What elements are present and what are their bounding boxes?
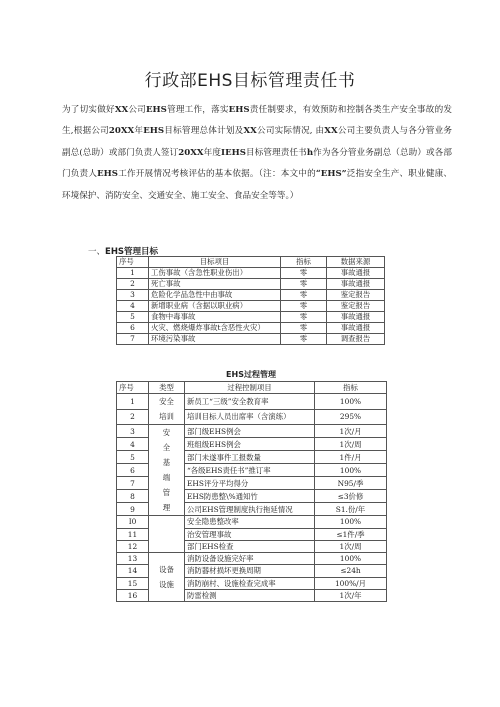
table-row: [117, 334, 385, 345]
process-target: 100%: [315, 553, 387, 565]
goal-item: 工伤事故（含急性职业伤出）: [149, 268, 281, 279]
process-item: 部门EHS检查: [185, 540, 315, 552]
table-row: [117, 553, 387, 565]
data-source: 事故通报: [327, 279, 385, 290]
table-row: [117, 279, 385, 290]
intro-run: 管理工作，落实: [166, 105, 229, 115]
row-number: 1: [117, 268, 149, 279]
data-source: 鉴定报告: [327, 290, 385, 301]
process-type-line: 管: [162, 488, 171, 498]
table-row: [117, 290, 385, 301]
goal-target: 零: [281, 312, 327, 323]
intro-paragraph: [62, 100, 452, 207]
goal-target: 零: [281, 290, 327, 301]
process-item: 安全隐患整改率: [185, 516, 315, 528]
ehs-process-table: [116, 381, 387, 602]
intro-run: XX: [243, 126, 257, 137]
process-type-line: 全: [162, 443, 171, 453]
process-type: [149, 425, 185, 516]
data-source: 事故通报: [327, 268, 385, 279]
intro-run: EHS: [228, 105, 250, 115]
table-row: [117, 268, 385, 279]
table-row: [117, 425, 387, 438]
intro-run: IEHS: [221, 147, 246, 158]
intro-run: 工作开展情况考核评估的基本依据。（注：本文中的: [118, 169, 316, 180]
column-header: 序号: [117, 257, 149, 268]
intro-run: EHS: [97, 169, 119, 180]
column-header: 类型: [149, 382, 185, 394]
row-number: I0: [117, 516, 149, 528]
table-row: [117, 312, 385, 323]
row-number: 1: [117, 394, 149, 410]
goal-target: 零: [281, 334, 327, 345]
process-item: 消防器材损坏更换周期: [185, 565, 315, 577]
process-target: 100%: [315, 464, 387, 477]
goal-item: 环境污染事故: [149, 334, 281, 345]
goal-item: 死亡事故: [149, 279, 281, 290]
goal-item: 新增职业病（含据以职业病）: [149, 301, 281, 312]
row-number: 2: [117, 279, 149, 290]
row-number: 8: [117, 490, 149, 503]
process-type-line: 端: [162, 473, 171, 483]
row-number: 12: [117, 540, 149, 552]
goal-target: 零: [281, 301, 327, 312]
process-target: 1件/月: [315, 451, 387, 464]
intro-run: 目标管理责任书: [245, 147, 307, 158]
row-number: 6: [117, 464, 149, 477]
process-item: 防雷检测: [185, 590, 315, 602]
row-number: 5: [117, 451, 149, 464]
process-item: 消防崩村、设施检查完成率: [185, 577, 315, 589]
process-type-line: 安全: [159, 397, 174, 407]
process-target: ≤3价修: [315, 490, 387, 503]
intro-run: XX: [324, 126, 338, 137]
table-row: [117, 323, 385, 334]
process-type-line: 基: [162, 458, 171, 468]
ehs-goals-table: [116, 256, 385, 345]
row-number: 14: [117, 565, 149, 577]
process-item: 消防设备设施完好率: [185, 553, 315, 565]
row-number: 7: [117, 477, 149, 490]
process-item: 部门未遂事件工报数量: [185, 451, 315, 464]
column-header: 目标项目: [149, 257, 281, 268]
section-title: EHS管理目标: [105, 247, 159, 257]
process-type-line: 设施: [159, 580, 174, 590]
goal-item: 火灾、燃烧爆炸事故t含恶性火灾）: [149, 323, 281, 334]
table-row: [117, 394, 387, 410]
table-header-row: [117, 382, 387, 394]
row-number: 5: [117, 312, 149, 323]
process-item: EHS评分平均得分: [185, 477, 315, 490]
row-number: 6: [117, 323, 149, 334]
row-number: 11: [117, 528, 149, 540]
intro-run: EHS: [143, 126, 165, 137]
process-item: 部门级EHS例会: [185, 425, 315, 438]
column-header: 过程控制项目: [185, 382, 315, 394]
table-row: [117, 516, 387, 528]
column-header: 指标: [281, 257, 327, 268]
row-number: 16: [117, 590, 149, 602]
intro-run: 年度: [203, 147, 222, 158]
process-target: ≤24h: [315, 565, 387, 577]
column-header: 数据来源: [327, 257, 385, 268]
process-target: 1次/周: [315, 540, 387, 552]
goal-target: 零: [281, 323, 327, 334]
intro-run: 年: [134, 126, 144, 137]
document-title: 行政部EHS目标管理责任书: [144, 71, 356, 91]
data-source: 事故通报: [327, 312, 385, 323]
table-header-row: [117, 257, 385, 268]
column-header: 指标: [315, 382, 387, 394]
intro-run: 20XX: [108, 126, 135, 137]
row-number: 2: [117, 409, 149, 425]
intro-run: 公司实际情况, 由: [256, 126, 325, 137]
process-type: [149, 394, 185, 425]
process-target: 100%/月: [315, 577, 387, 589]
data-source: 事故通报: [327, 323, 385, 334]
intro-run: 为了切实做好: [62, 105, 115, 115]
process-type-line: 安: [162, 428, 171, 438]
process-target: 100%: [315, 394, 387, 410]
process-type: [149, 553, 185, 602]
process-target: 100%: [315, 516, 387, 528]
intro-run: 公司: [128, 105, 146, 115]
intro-run: 目标管理总体计划及: [164, 126, 244, 137]
intro-run: 责任制要求，有效预防和控制各类生产安全事故的发生,根据公司: [62, 105, 452, 137]
intro-run: “EHS”: [315, 169, 347, 180]
intro-run: h: [306, 147, 314, 158]
goal-target: 零: [281, 268, 327, 279]
row-number: 3: [117, 425, 149, 438]
intro-run: 作为各分管业务副总（总助）或各部门负责人: [62, 147, 452, 180]
process-item: EHS防患整\%通知竹: [185, 490, 315, 503]
table-row: [117, 301, 385, 312]
row-number: 9: [117, 503, 149, 516]
process-type-line: 培训: [159, 412, 174, 422]
process-item: 班组级EHS例会: [185, 438, 315, 451]
process-target: ≤1件/季: [315, 528, 387, 540]
data-source: 调查报告: [327, 334, 385, 345]
intro-run: XX: [114, 105, 129, 115]
row-number: 15: [117, 577, 149, 589]
intro-run: EHS: [145, 105, 167, 115]
row-number: 7: [117, 334, 149, 345]
row-number: 3: [117, 290, 149, 301]
row-number: 13: [117, 553, 149, 565]
process-target: S1.份/年: [315, 503, 387, 516]
process-target: 1次/年: [315, 590, 387, 602]
process-target: N95/季: [315, 477, 387, 490]
goal-target: 零: [281, 279, 327, 290]
intro-run: 公司主要负责人与各分管业务副总(总助）或部门负责人签订: [62, 126, 452, 158]
process-item: 治安管理事故: [185, 528, 315, 540]
intro-run: 20XX: [178, 147, 204, 158]
process-table-caption: EHS过程管理: [226, 370, 276, 379]
section-number: 一、: [88, 247, 106, 257]
goal-item: 危险化学品急性中由事故: [149, 290, 281, 301]
process-type: [149, 516, 185, 553]
process-target: 295%: [315, 409, 387, 425]
process-type-line: 设备: [159, 565, 174, 575]
process-target: 1次/周: [315, 438, 387, 451]
process-type-line: 理: [162, 503, 171, 513]
process-target: 1次/月: [315, 425, 387, 438]
column-header: 序号: [117, 382, 149, 394]
process-item: 公司EHS管理制度执行拖延情况: [185, 503, 315, 516]
data-source: 鉴定报告: [327, 301, 385, 312]
process-item: “各级EHS责任书”推订率: [185, 464, 315, 477]
goal-item: 食物中毒事故: [149, 312, 281, 323]
row-number: 4: [117, 301, 149, 312]
intro-run: 泛指安全生产、职业健康、环境保护、消防安全、交通安全、施工安全、食品安全等等。）: [62, 169, 452, 201]
process-item: 培训目标人员出席率（含演练）: [185, 409, 315, 425]
process-item: 新员工“三级”安全教育率: [185, 394, 315, 410]
row-number: 4: [117, 438, 149, 451]
